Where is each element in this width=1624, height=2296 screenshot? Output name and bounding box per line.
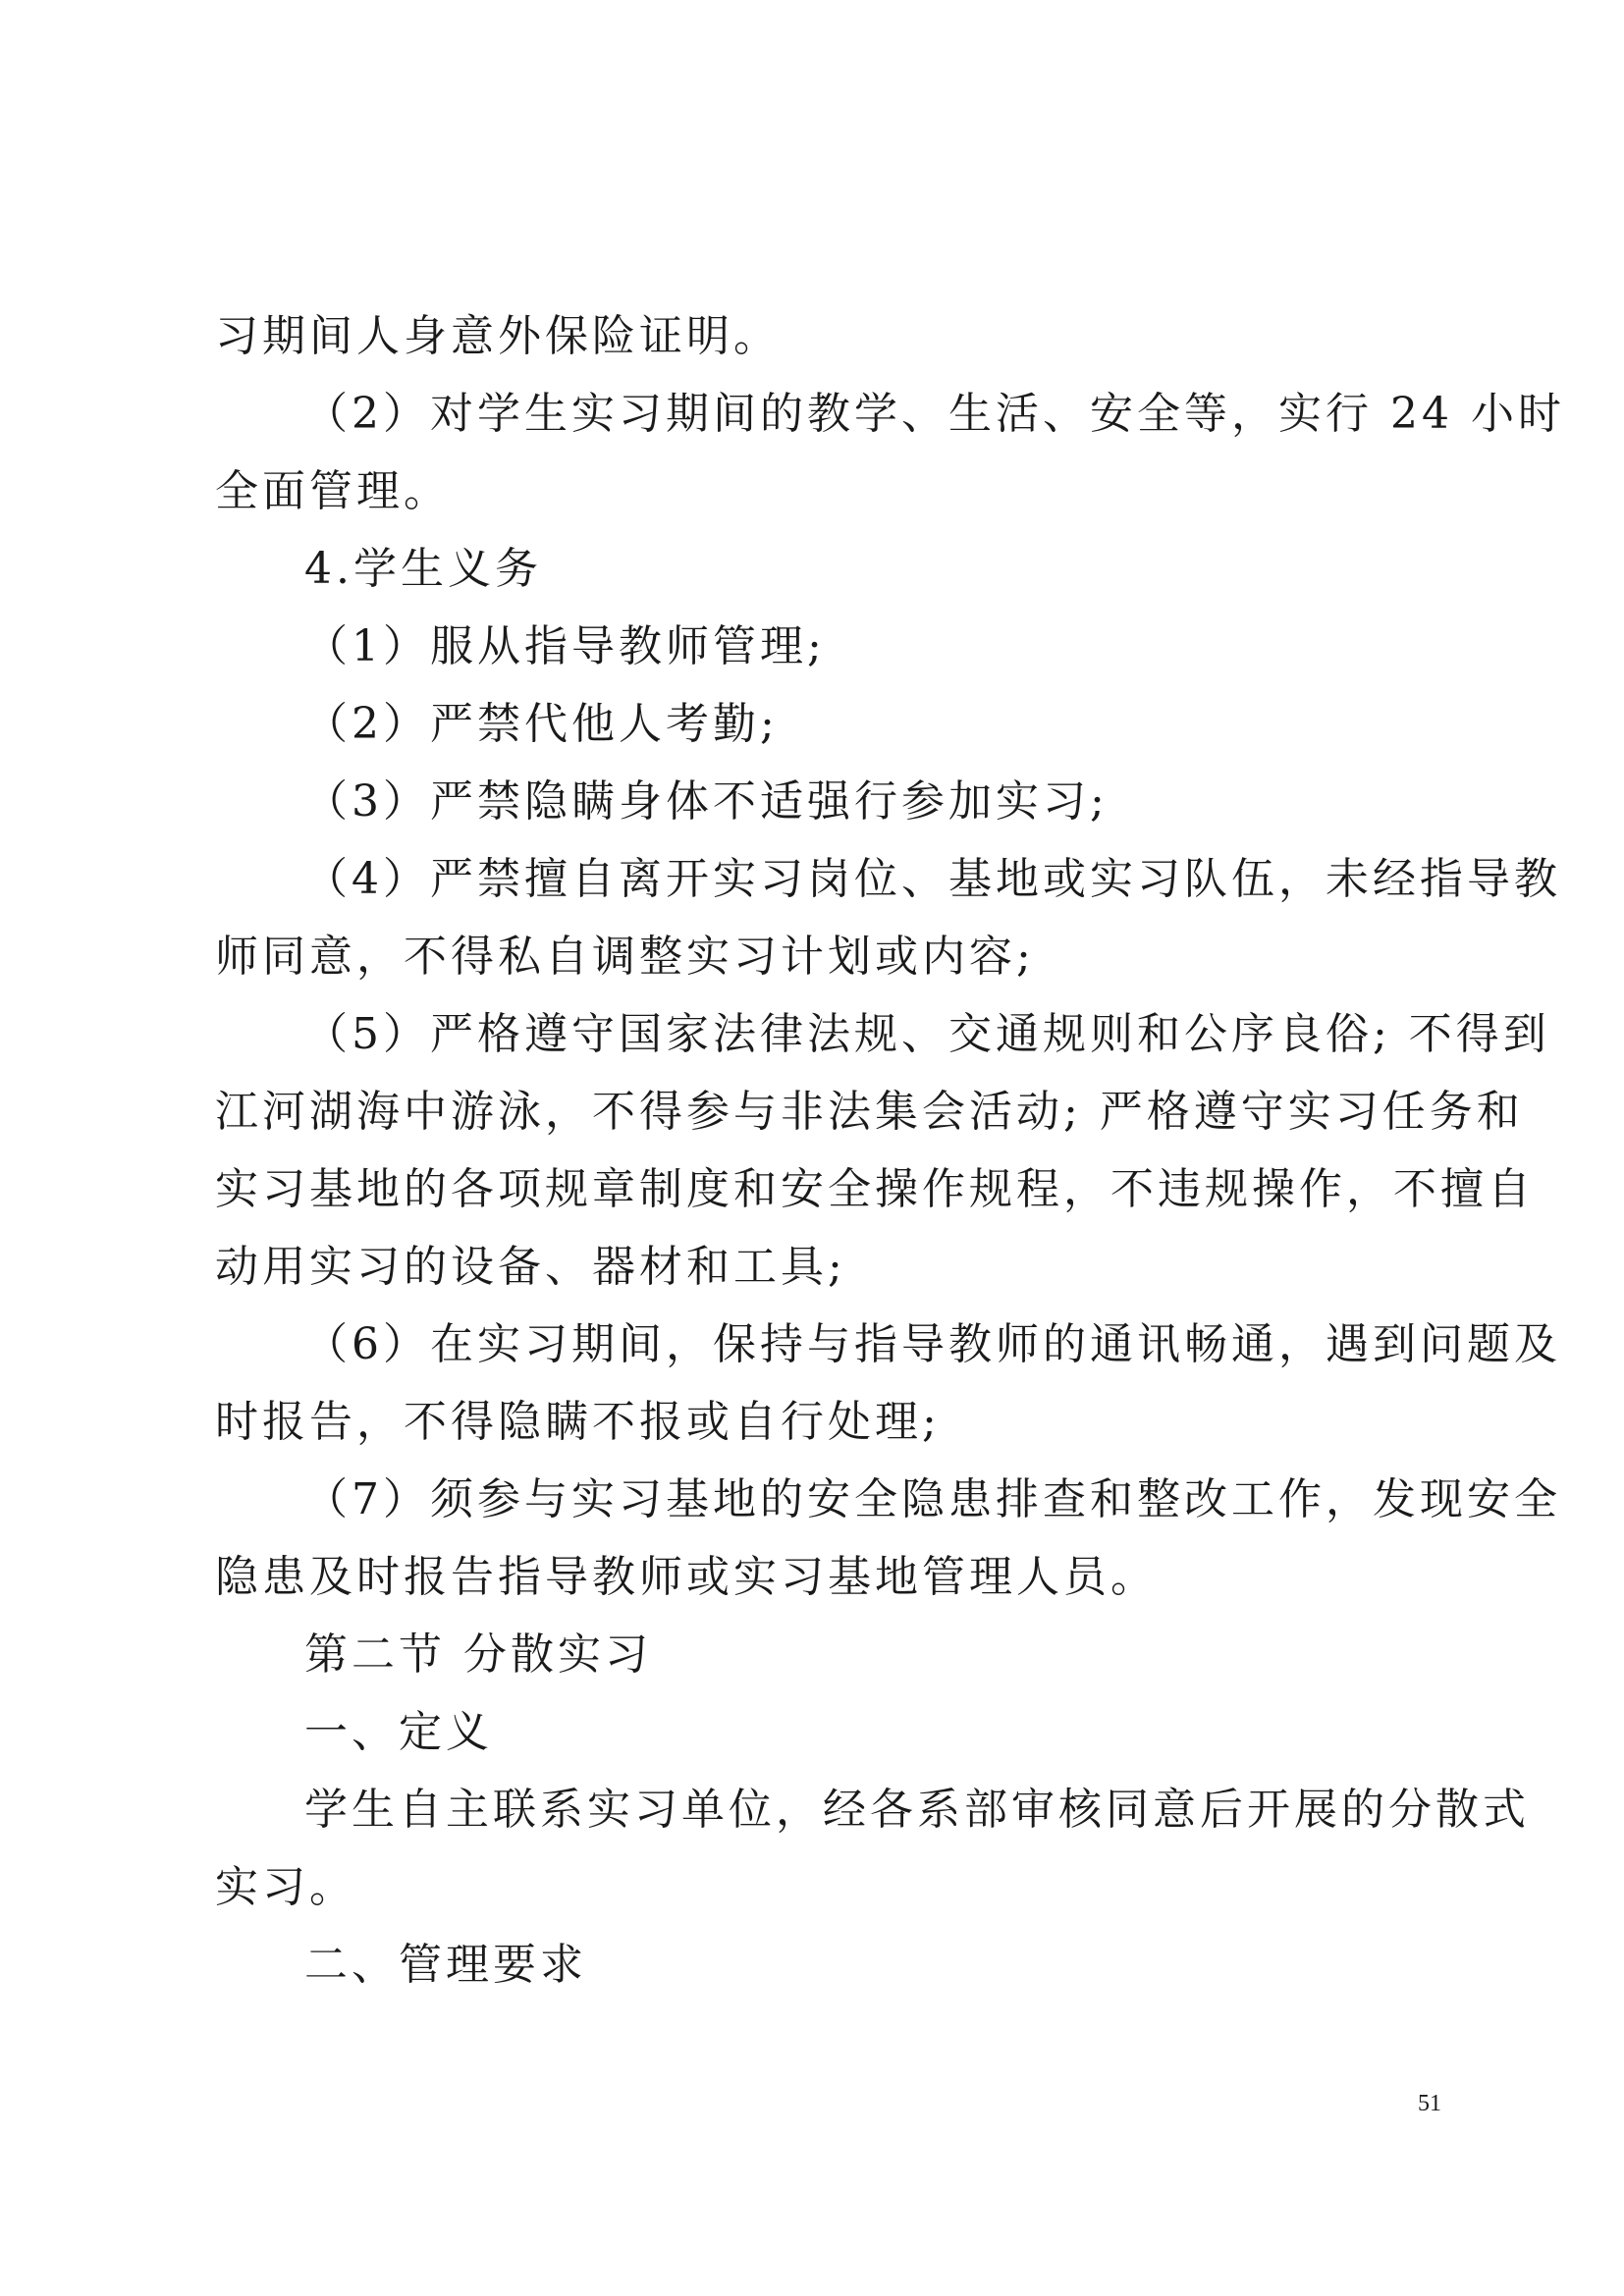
text-line-17: 隐患及时报告指导教师或实习基地管理人员。 (215, 1552, 1158, 1602)
text-line-5: （1）服从指导教师管理; (304, 621, 826, 671)
section-heading-dispersed-internship: 第二节 分散实习 (304, 1629, 652, 1680)
text-line-20: 学生自主联系实习单位，经各系部审核同意后开展的分散式 (304, 1785, 1530, 1835)
text-line-10: （5）严格遵守国家法律法规、交通规则和公序良俗; 不得到 (304, 1009, 1550, 1059)
page-number: 51 (1418, 2091, 1441, 2116)
text-line-16: （7）须参与实习基地的安全隐患排查和整改工作，发现安全 (304, 1474, 1561, 1524)
text-line-21: 实习。 (215, 1862, 356, 1912)
subsection-heading-definition: 一、定义 (304, 1707, 493, 1757)
text-line-6: （2）严禁代他人考勤; (304, 699, 779, 749)
text-line-12: 实习基地的各项规章制度和安全操作规程，不违规操作，不擅自 (215, 1164, 1535, 1214)
section-heading-student-duties: 4.学生义务 (304, 544, 542, 594)
text-line-14: （6）在实习期间，保持与指导教师的通讯畅通，遇到问题及 (304, 1319, 1561, 1369)
text-line-2: （2）对学生实习期间的教学、生活、安全等，实行 24 小时 (304, 389, 1565, 439)
text-line-7: （3）严禁隐瞒身体不适强行参加实习; (304, 776, 1109, 827)
text-line-8: （4）严禁擅自离开实习岗位、基地或实习队伍，未经指导教 (304, 854, 1561, 904)
subsection-heading-management: 二、管理要求 (304, 1940, 587, 1990)
text-line-9: 师同意，不得私自调整实习计划或内容; (215, 932, 1035, 982)
text-line-15: 时报告，不得隐瞒不报或自行处理; (215, 1397, 941, 1447)
text-line-11: 江河湖海中游泳，不得参与非法集会活动; 严格遵守实习任务和 (215, 1087, 1524, 1137)
text-line-3: 全面管理。 (215, 466, 451, 516)
text-line-1: 习期间人身意外保险证明。 (215, 311, 781, 361)
text-line-13: 动用实习的设备、器材和工具; (215, 1242, 846, 1292)
